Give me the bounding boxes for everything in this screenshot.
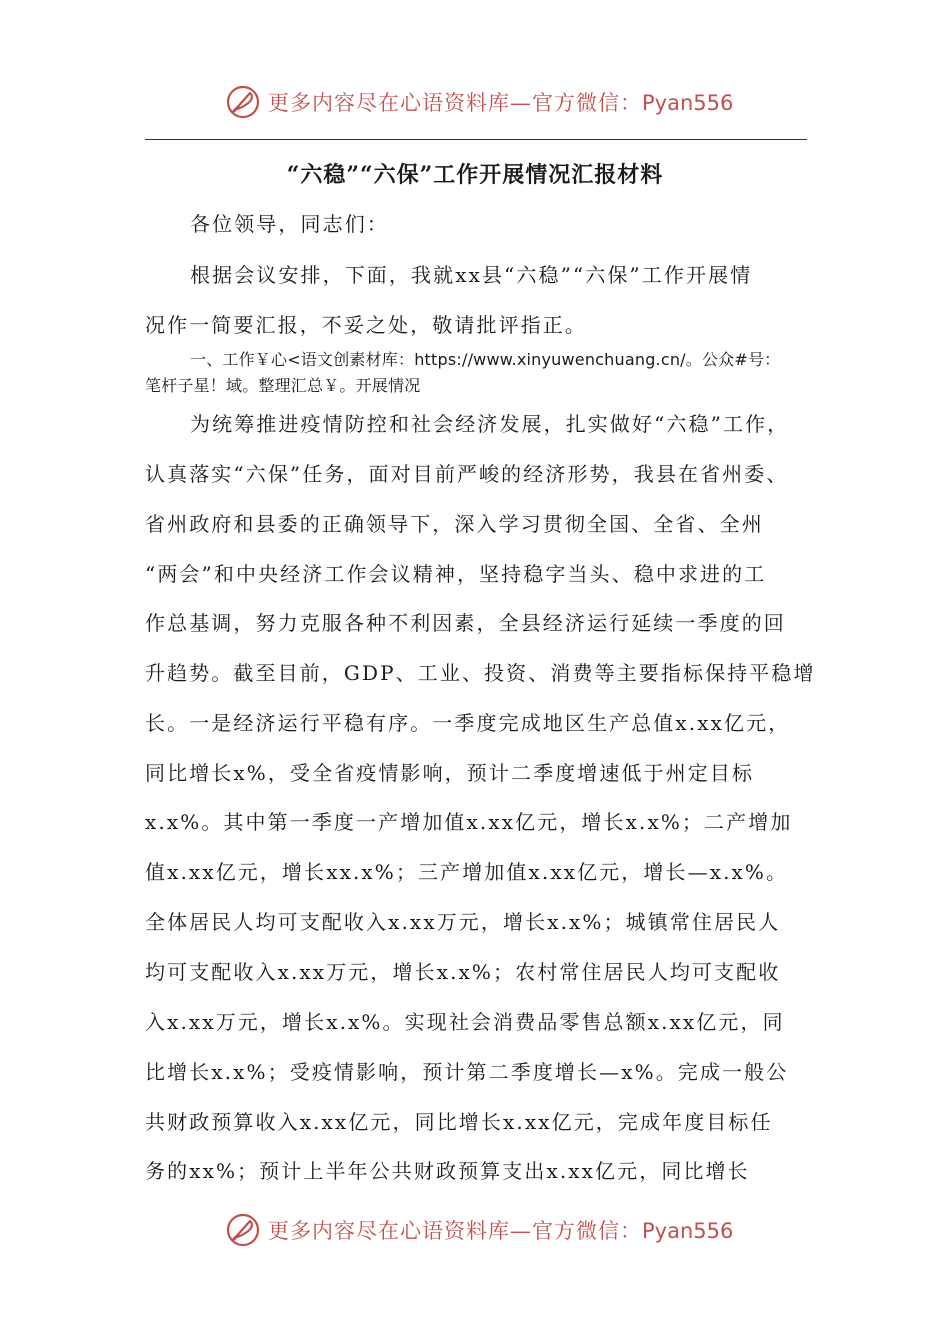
banner-main-text: 更多内容尽在心语资料库 [268, 91, 510, 115]
footer-banner [0, 1208, 950, 1252]
paragraph-line: 作总基调，努力克服各种不利因素，全县经济运行延续一季度的回 [145, 611, 786, 635]
section-heading-line: 一、工作￥心<语文创素材库：https://www.xinyuwenchuang.cn/。公众#号： [190, 350, 781, 369]
banner-dash: — [510, 91, 532, 115]
paragraph-line: 共财政预算收入x.xx亿元，同比增长x.xx亿元，完成年度目标任 [145, 1110, 773, 1134]
paragraph-line: 全体居民人均可支配收入x.xx万元，增长x.x%；城镇常住居民人 [145, 910, 781, 934]
paragraph-line: 认真落实“六保”任务，面对目前严峻的经济形势，我县在省州委、 [145, 462, 789, 486]
paragraph-line: 况作一简要汇报，不妥之处，敬请批评指正。 [145, 313, 587, 337]
document-title: “六稳”“六保”工作开展情况汇报材料 [286, 162, 664, 188]
banner-wechat-id: Pyan556 [642, 1219, 734, 1243]
quill-logo-icon [225, 1212, 261, 1248]
banner-text [268, 87, 733, 117]
paragraph-line: 根据会议安排，下面，我就xx县“六稳”“六保”工作开展情 [190, 263, 753, 287]
banner-label: 官方微信： [532, 91, 642, 115]
quill-logo-icon [225, 84, 261, 120]
header-banner [0, 80, 950, 124]
banner-dash: — [510, 1219, 532, 1243]
banner-main-text: 更多内容尽在心语资料库 [268, 1219, 510, 1243]
banner-label: 官方微信： [532, 1219, 642, 1243]
section-heading-line: 笔杆子星！域。整理汇总￥。开展情况 [145, 376, 421, 395]
salutation: 各位领导，同志们： [190, 212, 389, 236]
paragraph-line: 同比增长x%，受全省疫情影响，预计二季度增速低于州定目标 [145, 761, 755, 785]
paragraph-line: 升趋势。截至目前，GDP、工业、投资、消费等主要指标保持平稳增 [145, 661, 816, 685]
banner-wechat-id: Pyan556 [642, 91, 734, 115]
banner-text [268, 1215, 733, 1245]
paragraph-line: 务的xx%；预计上半年公共财政预算支出x.xx亿元，同比增长 [145, 1159, 750, 1183]
paragraph-line: 均可支配收入x.xx万元，增长x.x%；农村常住居民人均可支配收 [145, 960, 781, 984]
paragraph-line: “两会”和中央经济工作会议精神，坚持稳字当头、稳中求进的工 [145, 562, 767, 586]
paragraph-line: 省州政府和县委的正确领导下，深入学习贯彻全国、全省、全州 [145, 512, 764, 536]
paragraph-line: 长。一是经济运行平稳有序。一季度完成地区生产总值x.xx亿元， [145, 711, 791, 735]
header-rule [145, 139, 807, 140]
paragraph-line: x.x%。其中第一季度一产增加值x.xx亿元，增长x.x%；二产增加 [145, 810, 793, 834]
paragraph-line: 值x.xx亿元，增长xx.x%；三产增加值x.xx亿元，增长—x.x%。 [145, 860, 789, 884]
paragraph-line: 比增长x.x%；受疫情影响，预计第二季度增长—x%。完成一般公 [145, 1060, 789, 1084]
paragraph-line: 为统筹推进疫情防控和社会经济发展，扎实做好“六稳”工作， [190, 412, 790, 436]
paragraph-line: 入x.xx万元，增长x.x%。实现社会消费品零售总额x.xx亿元，同 [145, 1010, 785, 1034]
